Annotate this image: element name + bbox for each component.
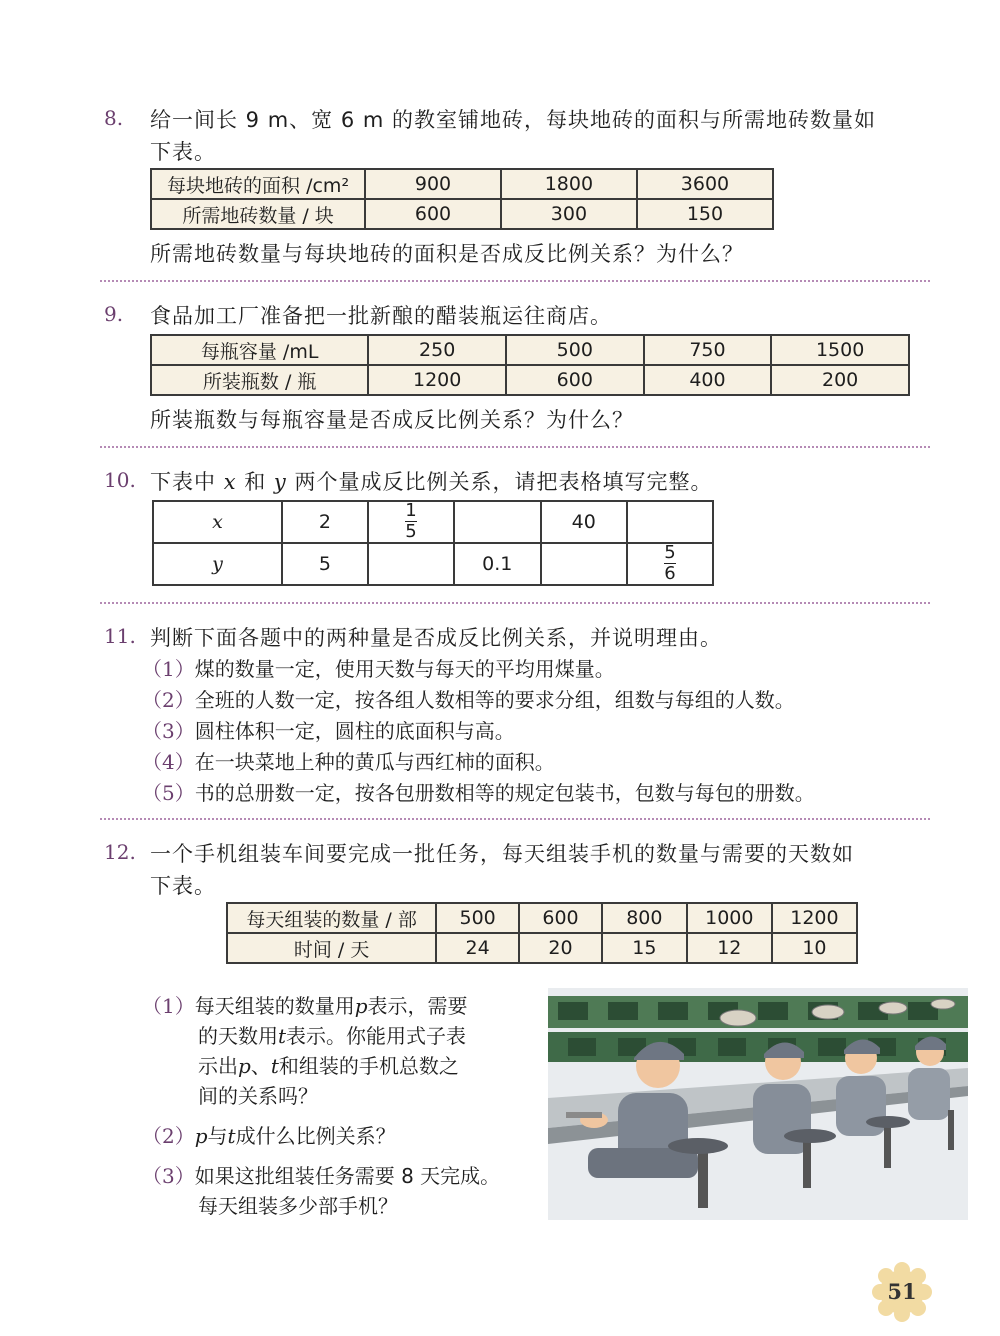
- page-number: 51: [887, 1279, 917, 1304]
- q10-table: [152, 500, 714, 586]
- item-label: （2）: [142, 1124, 195, 1148]
- text: 表示。你能用式子表: [286, 1024, 467, 1048]
- q11-item: [142, 684, 795, 713]
- item-text: 书的总册数一定，按各包册数相等的规定包装书，包数与每包的册数。: [194, 781, 815, 805]
- q8-cell: 1800: [501, 169, 637, 199]
- item-label: （4）: [142, 750, 195, 774]
- q8-question: 所需地砖数量与每块地砖的面积是否成反比例关系？为什么？: [150, 242, 744, 266]
- page-number-badge: [872, 1262, 932, 1322]
- q10-cell-blank[interactable]: [627, 501, 713, 543]
- q12-sub3-line2: 每天组装多少部手机？: [198, 1194, 398, 1218]
- q8-cell: 150: [637, 199, 773, 229]
- fraction-denominator: 6: [664, 563, 676, 584]
- text: 示出: [198, 1054, 238, 1078]
- q10-line1: [150, 466, 712, 496]
- q8-number: 8.: [104, 106, 124, 130]
- item-label: （2）: [142, 688, 195, 712]
- q8-cell: 600: [365, 199, 501, 229]
- q12-cell: 1200: [772, 903, 857, 933]
- fraction-numerator: 5: [664, 542, 676, 563]
- divider: [100, 446, 930, 448]
- q8-cell: 300: [501, 199, 637, 229]
- item-label: （3）: [142, 719, 195, 743]
- q9-question: 所装瓶数与每瓶容量是否成反比例关系？为什么？: [150, 408, 634, 432]
- q12-sub1-line2: [198, 1020, 466, 1049]
- q12-sub1-line1: [142, 990, 468, 1019]
- var-t: t: [278, 1024, 287, 1048]
- q9-cell: 250: [368, 335, 506, 365]
- item-text: 在一块菜地上种的黄瓜与西红柿的面积。: [194, 750, 555, 774]
- q12-cell: 500: [436, 903, 519, 933]
- q9-table: [150, 334, 910, 396]
- item-label: （1）: [142, 994, 195, 1018]
- text: 如果这批组装任务需要 8 天完成。: [194, 1164, 501, 1188]
- q8-header-area: 每块地砖的面积 /cm²: [151, 169, 365, 199]
- fraction-numerator: 1: [405, 500, 417, 521]
- q8-line2: 下表。: [150, 140, 216, 164]
- fraction: [664, 544, 675, 583]
- q10-y-label: [153, 543, 282, 585]
- divider: [100, 602, 930, 604]
- q12-line2: 下表。: [150, 874, 216, 898]
- q12-cell: 10: [772, 933, 857, 963]
- fraction: [405, 502, 416, 541]
- item-label: （3）: [142, 1164, 195, 1188]
- q10-cell-blank[interactable]: [541, 543, 627, 585]
- q10-cell: 0.1: [454, 543, 541, 585]
- q11-item: [142, 715, 515, 744]
- q8-table: [150, 168, 774, 230]
- q9-line1: 食品加工厂准备把一批新酿的醋装瓶运往商店。: [150, 304, 612, 328]
- divider: [100, 818, 930, 820]
- q12-cell: 24: [436, 933, 519, 963]
- q10-number: 10.: [104, 468, 136, 492]
- item-text: 煤的数量一定，使用天数与每天的平均用煤量。: [194, 657, 615, 681]
- q11-item: [142, 653, 615, 682]
- text: 成什么比例关系？: [235, 1124, 396, 1148]
- var-p: p: [354, 994, 368, 1018]
- q9-number: 9.: [104, 302, 124, 326]
- var-p: p: [194, 1124, 208, 1148]
- q10-cell: 40: [541, 501, 627, 543]
- var-x: x: [223, 470, 237, 494]
- divider: [100, 280, 930, 282]
- q9-cell: 400: [644, 365, 772, 395]
- q8-header-count: 所需地砖数量 / 块: [151, 199, 365, 229]
- q12-table: [226, 902, 858, 964]
- q12-cell: 1000: [687, 903, 772, 933]
- text: 的天数用: [198, 1024, 278, 1048]
- factory-illustration: [548, 988, 968, 1220]
- q10-cell: 5: [282, 543, 368, 585]
- q8-line1: 给一间长 9 m、宽 6 m 的教室铺地砖，每块地砖的面积与所需地砖数量如: [150, 108, 877, 132]
- item-label: （5）: [142, 781, 195, 805]
- text: 、: [250, 1054, 271, 1078]
- q12-cell: 20: [519, 933, 602, 963]
- q12-sub3-line1: [142, 1160, 500, 1189]
- q10-cell-blank[interactable]: [368, 543, 454, 585]
- q10-text: 两个量成反比例关系，请把表格填写完整。: [294, 470, 713, 494]
- var-t: t: [270, 1054, 279, 1078]
- q9-cell: 750: [644, 335, 772, 365]
- var-t: t: [227, 1124, 236, 1148]
- var-p: p: [238, 1054, 251, 1078]
- q9-cell: 1500: [771, 335, 909, 365]
- q12-number: 12.: [104, 840, 136, 864]
- q12-sub2: [142, 1120, 396, 1149]
- q12-sub1-line4: 间的关系吗？: [198, 1084, 318, 1108]
- q12-cell: 15: [602, 933, 687, 963]
- var-x: x: [212, 511, 223, 533]
- q10-cell-blank[interactable]: [454, 501, 541, 543]
- q10-cell: 2: [282, 501, 368, 543]
- q12-cell: 12: [687, 933, 772, 963]
- q11-item: [142, 777, 815, 806]
- q10-cell-fraction: [627, 543, 713, 585]
- q12-sub1-line3: [198, 1050, 459, 1079]
- q12-header-quantity: 每天组装的数量 / 部: [227, 903, 436, 933]
- q8-cell: 3600: [637, 169, 773, 199]
- q9-cell: 200: [771, 365, 909, 395]
- text: 每天组装的数量用: [194, 994, 355, 1018]
- q10-text: 下表中: [150, 470, 216, 494]
- q9-header-bottles: 所装瓶数 / 瓶: [151, 365, 368, 395]
- q9-cell: 500: [506, 335, 644, 365]
- q9-header-capacity: 每瓶容量 /mL: [151, 335, 368, 365]
- q11-item: [142, 746, 555, 775]
- item-text: 圆柱体积一定，圆柱的底面积与高。: [194, 719, 515, 743]
- fraction-denominator: 5: [405, 521, 417, 542]
- q12-line1: 一个手机组装车间要完成一批任务，每天组装手机的数量与需要的天数如: [150, 842, 854, 866]
- q8-cell: 900: [365, 169, 501, 199]
- text: 和组装的手机总数之: [278, 1054, 459, 1078]
- q10-text: 和: [244, 470, 267, 494]
- assembly-line-scene: [548, 988, 968, 1220]
- q10-x-label: [153, 501, 282, 543]
- q11-number: 11.: [104, 624, 136, 648]
- q12-header-time: 时间 / 天: [227, 933, 436, 963]
- q9-cell: 1200: [368, 365, 506, 395]
- q12-cell: 800: [602, 903, 687, 933]
- item-label: （1）: [142, 657, 195, 681]
- q11-line1: 判断下面各题中的两种量是否成反比例关系，并说明理由。: [150, 626, 722, 650]
- var-y: y: [273, 470, 287, 494]
- q10-cell-fraction: [368, 501, 454, 543]
- item-text: 全班的人数一定，按各组人数相等的要求分组，组数与每组的人数。: [194, 688, 795, 712]
- q9-cell: 600: [506, 365, 644, 395]
- q12-cell: 600: [519, 903, 602, 933]
- text: 表示，需要: [367, 994, 468, 1018]
- text: 与: [207, 1124, 228, 1148]
- var-y: y: [212, 553, 223, 575]
